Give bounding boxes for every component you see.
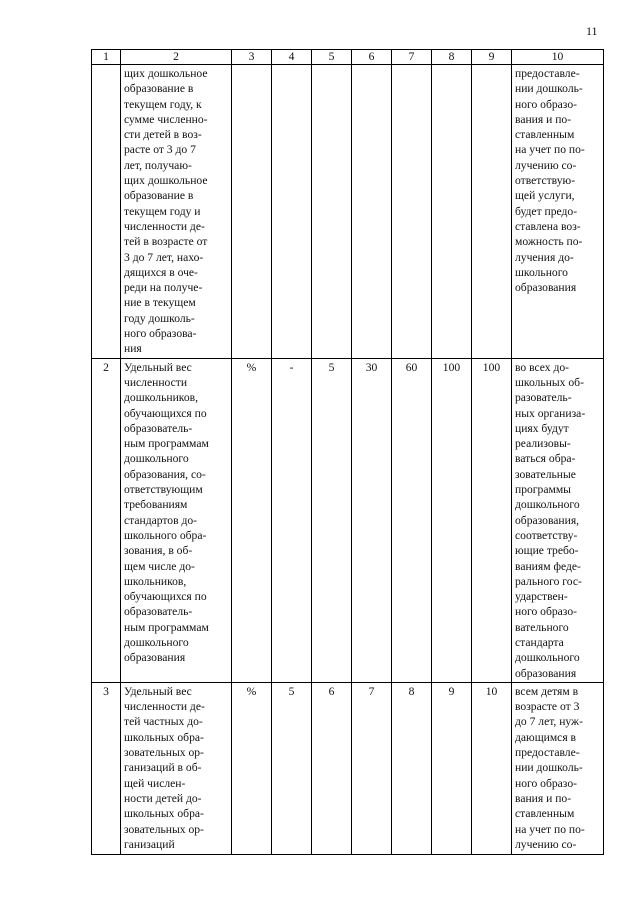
unit-cell — [232, 65, 272, 359]
value-cell — [272, 65, 312, 359]
result-cell: предоставле- нии дошколь- ного образо- вания и по- ставленным на учет по по- лучению со- ответствую- щей услуги, будет предо- ставлена воз- можность по- лучения до- школьного образования — [512, 65, 604, 359]
header-cell: 2 — [121, 50, 232, 65]
result-cell: всем детям в возрасте от 3 до 7 лет, нуж- дающимся в предоставле- нии дошколь- ного образо- вания и по- ставленным на учет по по- лучению со- — [512, 682, 604, 854]
header-cell: 10 — [512, 50, 604, 65]
value-cell: 8 — [392, 682, 432, 854]
page-number: 11 — [586, 24, 598, 38]
header-row — [92, 50, 604, 65]
unit-cell: % — [232, 682, 272, 854]
value-cell — [432, 65, 472, 359]
value-cell: 5 — [312, 358, 352, 682]
value-cell: 30 — [352, 358, 392, 682]
value-cell — [312, 65, 352, 359]
value-cell: 10 — [472, 682, 512, 854]
row-number-cell — [92, 65, 121, 359]
value-cell: 6 — [312, 682, 352, 854]
value-cell — [352, 65, 392, 359]
row-number-cell: 3 — [92, 682, 121, 854]
value-cell: 100 — [432, 358, 472, 682]
header-cell: 1 — [92, 50, 121, 65]
result-cell: во всех до- школьных об- разователь- ных организа- циях будут реализовы- ваться обра- зовательные программы дошкольного образования, соответству- ющие требо- ваниям феде- рального гос- ударствен- ного образо- вательного стандарта дошкольного образования — [512, 358, 604, 682]
indicator-cell: щих дошкольное образование в текущем году, к сумме численно- сти детей в воз- расте от 3 до 7 лет, получаю- щих дошкольное образование в текущем году и численности де- тей в возрасте от 3 до 7 лет, нахо- дящихся в оче- реди на получе- ние в текущем году дошколь- ного образова- ния — [121, 65, 232, 359]
header-cell: 6 — [352, 50, 392, 65]
header-cell: 8 — [432, 50, 472, 65]
indicator-cell: Удельный вес численности дошкольников, обучающихся по образователь- ным программам дошкольного образования, со- ответствующим требованиям стандартов до- школьного обра- зования, в об- щем числе до- школьников, обучающихся по образователь- ным программам дошкольного образования — [121, 358, 232, 682]
value-cell: 5 — [272, 682, 312, 854]
header-cell: 5 — [312, 50, 352, 65]
value-cell: 9 — [432, 682, 472, 854]
table-row — [92, 682, 604, 854]
table-row — [92, 65, 604, 359]
row-number-cell: 2 — [92, 358, 121, 682]
header-cell: 9 — [472, 50, 512, 65]
header-cell: 7 — [392, 50, 432, 65]
value-cell: 7 — [352, 682, 392, 854]
table-row — [92, 358, 604, 682]
value-cell: 60 — [392, 358, 432, 682]
value-cell: 100 — [472, 358, 512, 682]
value-cell — [392, 65, 432, 359]
header-cell: 4 — [272, 50, 312, 65]
unit-cell: % — [232, 358, 272, 682]
value-cell — [472, 65, 512, 359]
header-cell: 3 — [232, 50, 272, 65]
indicator-cell: Удельный вес численности де- тей частных до- школьных обра- зовательных ор- ганизаций в об- щей числен- ности детей до- школьных обра- зовательных ор- ганизаций — [121, 682, 232, 854]
indicators-table — [91, 49, 604, 855]
value-cell: - — [272, 358, 312, 682]
